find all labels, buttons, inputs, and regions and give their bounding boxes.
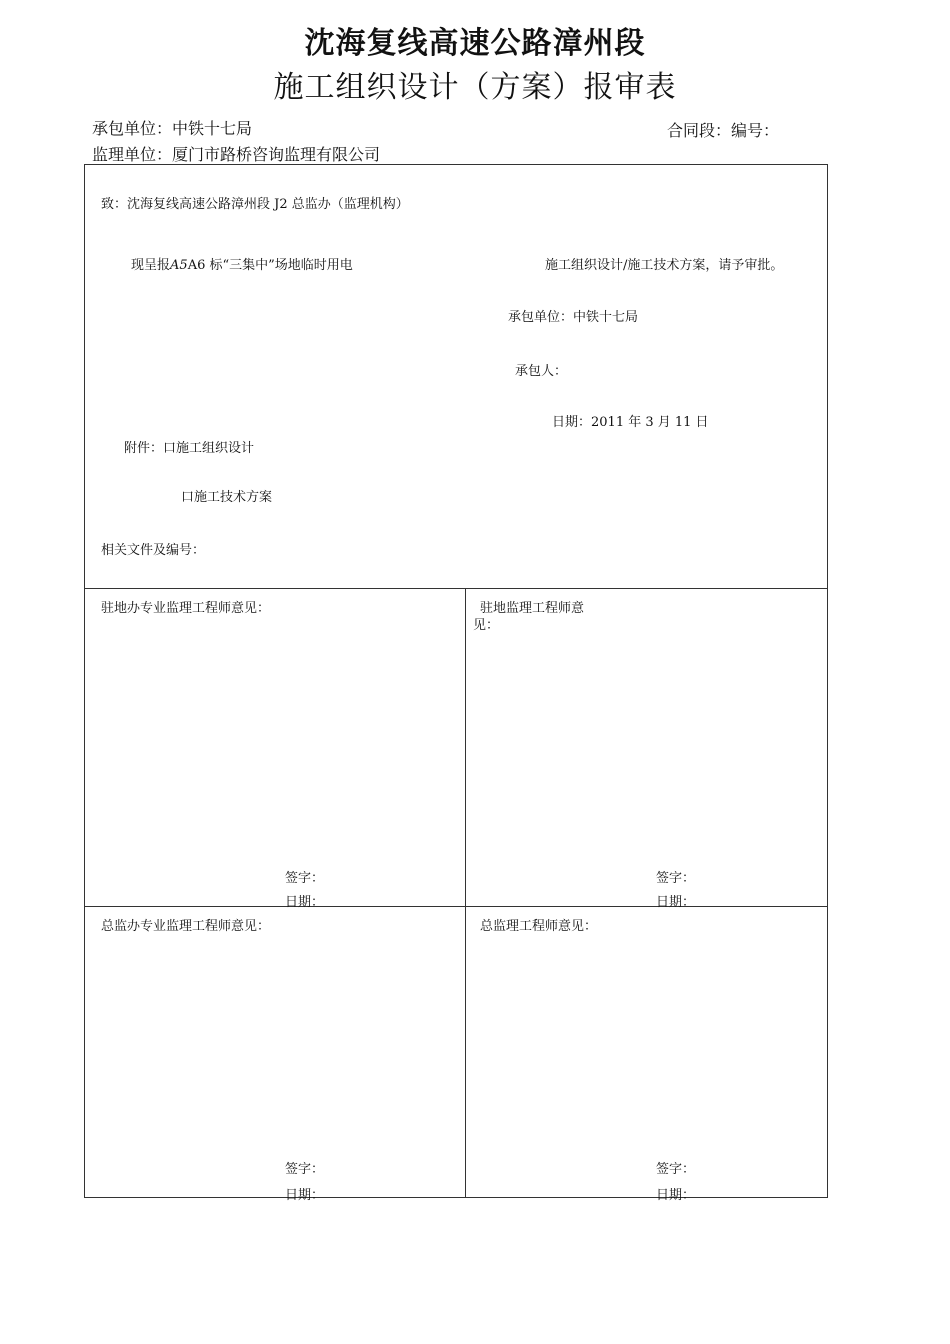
contract-section-header: 合同段：编号：	[667, 121, 780, 140]
sign-label: 签字：	[285, 1162, 325, 1177]
report-line	[131, 254, 353, 273]
column-divider	[465, 588, 466, 1198]
date-label: 日期：	[656, 1188, 696, 1203]
chief-specialist-opinion: 总监办专业监理工程师意见：	[101, 919, 271, 934]
attachment-item-2: 口施工技术方案	[181, 490, 273, 505]
sign-label: 签字：	[285, 871, 325, 886]
resident-engineer-opinion: 驻地监理工程师意	[480, 601, 585, 616]
attachment-item-1: 附件：口施工组织设计	[124, 441, 255, 456]
contractor-unit: 承包单位：中铁十七局	[508, 310, 639, 325]
sign-label: 签字：	[656, 871, 696, 886]
document-subtitle: 施工组织设计（方案）报审表	[273, 70, 677, 105]
resident-engineer-opinion-wrap: 见：	[473, 618, 500, 633]
date-label: 日期：	[285, 1188, 325, 1203]
approval-form-table	[84, 164, 828, 1203]
date-label: 日期：	[656, 895, 696, 910]
supervisor-unit-header: 监理单位：厦门市路桥咨询监理有限公司	[92, 145, 381, 164]
row-divider-1	[85, 588, 827, 589]
contractor-unit-header: 承包单位：中铁十七局	[92, 119, 253, 138]
related-documents: 相关文件及编号：	[101, 543, 206, 558]
report-prefix: 现呈报	[131, 258, 171, 273]
chief-engineer-opinion: 总监理工程师意见：	[480, 919, 598, 934]
document-title: 沈海复线高速公路漳州段	[304, 26, 646, 61]
contractor-person: 承包人：	[515, 364, 568, 379]
row-divider-2	[85, 906, 827, 907]
report-overstrike: A5	[170, 258, 188, 273]
date-label: 日期：	[285, 895, 325, 910]
submission-date: 日期：2011 年 3 月 11 日	[552, 415, 709, 430]
sign-label: 签字：	[656, 1162, 696, 1177]
addressee-line: 致：沈海复线高速公路漳州段 J2 总监办（监理机构）	[101, 197, 409, 212]
report-suffix: 施工组织设计/施工技术方案，请予审批。	[545, 258, 784, 273]
resident-specialist-opinion: 驻地办专业监理工程师意见：	[101, 601, 271, 616]
report-subject: A6 标“三集中”场地临时用电	[187, 258, 353, 273]
